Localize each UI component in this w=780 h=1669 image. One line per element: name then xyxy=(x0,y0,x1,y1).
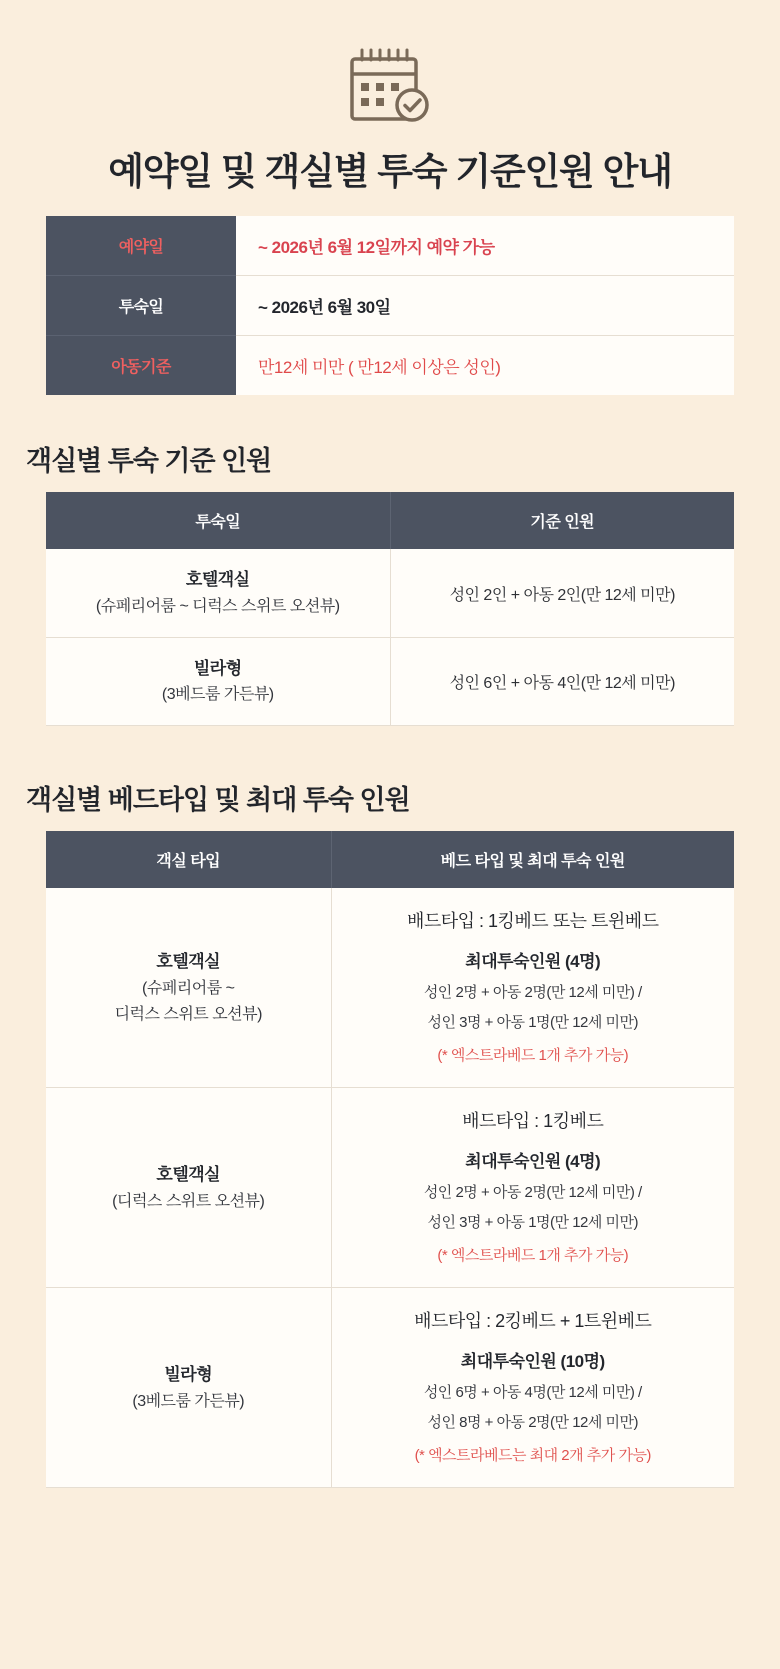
info-value-child-criteria: 만12세 미만 ( 만12세 이상은 성인) xyxy=(236,336,734,396)
occupancy-detail-line1: 성인 2명 + 아동 2명(만 12세 미만) / xyxy=(423,1183,642,1201)
reservation-info-table xyxy=(46,216,734,395)
table-row xyxy=(46,888,734,1088)
extra-bed-note: (* 엑스트라베드는 최대 2개 추가 가능) xyxy=(414,1446,651,1464)
room-type-cell xyxy=(46,888,331,1088)
room-type-cell xyxy=(46,1288,331,1488)
occupancy-cell: 성인 2인 + 아동 2인(만 12세 미만) xyxy=(390,549,734,637)
room-type-name: 호텔객실 xyxy=(156,1165,221,1185)
bed-type-table xyxy=(46,831,734,1488)
max-occupancy-title: 최대투숙인원 (10명) xyxy=(460,1352,605,1372)
bed-type-text: 배드타입 : 1킹베드 xyxy=(462,1111,604,1132)
column-header-stay-date: 투숙일 xyxy=(46,492,390,549)
calendar-check-icon xyxy=(344,48,436,128)
occupancy-detail-line1: 성인 2명 + 아동 2명(만 12세 미만) / xyxy=(423,983,642,1001)
column-header-standard-occupancy: 기준 인원 xyxy=(390,492,734,549)
room-type-name: 빌라형 xyxy=(193,658,242,678)
header-icon-container xyxy=(24,0,756,150)
table-row xyxy=(46,1088,734,1288)
page-title: 예약일 및 객실별 투숙 기준인원 안내 xyxy=(108,151,672,192)
table-row xyxy=(46,1288,734,1488)
standard-occupancy-table xyxy=(46,492,734,726)
occupancy-detail-line1: 성인 6명 + 아동 4명(만 12세 미만) / xyxy=(423,1383,642,1401)
max-occupancy-title: 최대투숙인원 (4명) xyxy=(465,1152,601,1172)
extra-bed-note: (* 엑스트라베드 1개 추가 가능) xyxy=(437,1046,629,1064)
table-header-row xyxy=(46,492,734,549)
room-type-sub-line2: 디럭스 스위트 오션뷰) xyxy=(114,1005,262,1023)
bed-detail-cell xyxy=(331,1288,734,1488)
table-header-row xyxy=(46,831,734,888)
info-value-stay-date: ~ 2026년 6월 30일 xyxy=(236,276,734,336)
section-heading-standard-occupancy: 객실별 투숙 기준 인원 xyxy=(26,446,272,477)
room-type-name: 빌라형 xyxy=(164,1365,213,1385)
room-type-name: 호텔객실 xyxy=(185,570,250,590)
room-type-cell xyxy=(46,549,390,637)
info-label-stay-date: 투숙일 xyxy=(46,276,236,336)
occupancy-detail-line2: 성인 3명 + 아동 1명(만 12세 미만) xyxy=(427,1213,639,1231)
occupancy-detail-line2: 성인 8명 + 아동 2명(만 12세 미만) xyxy=(427,1413,639,1431)
table-row xyxy=(46,216,734,276)
max-occupancy-title: 최대투숙인원 (4명) xyxy=(465,952,601,972)
bed-type-text: 배드타입 : 2킹베드 + 1트윈베드 xyxy=(414,1311,652,1332)
room-type-sub: (슈페리어룸 ~ 디럭스 스위트 오션뷰) xyxy=(95,597,340,615)
room-type-sub-line1: (슈페리어룸 ~ xyxy=(142,979,235,997)
extra-bed-note: (* 엑스트라베드 1개 추가 가능) xyxy=(437,1246,629,1264)
room-type-sub-line1: (디럭스 스위트 오션뷰) xyxy=(112,1192,265,1210)
table-row xyxy=(46,549,734,637)
room-type-name: 호텔객실 xyxy=(156,952,221,972)
table-row xyxy=(46,276,734,336)
occupancy-cell: 성인 6인 + 아동 4인(만 12세 미만) xyxy=(390,637,734,726)
room-type-cell xyxy=(46,637,390,726)
column-header-room-type: 객실 타입 xyxy=(46,831,331,888)
table-row xyxy=(46,336,734,396)
column-header-bed-type: 베드 타입 및 최대 투숙 인원 xyxy=(331,831,734,888)
section-heading-bed-type: 객실별 베드타입 및 최대 투숙 인원 xyxy=(26,785,410,816)
info-value-reservation-date: ~ 2026년 6월 12일까지 예약 가능 xyxy=(236,216,734,276)
info-label-reservation-date: 예약일 xyxy=(46,216,236,276)
bed-detail-cell xyxy=(331,1088,734,1288)
room-type-sub-line1: (3베드룸 가든뷰) xyxy=(132,1392,245,1410)
bed-detail-cell xyxy=(331,888,734,1088)
info-label-child-criteria: 아동기준 xyxy=(46,336,236,396)
room-type-cell xyxy=(46,1088,331,1288)
room-type-sub: (3베드룸 가든뷰) xyxy=(161,686,274,704)
table-row xyxy=(46,637,734,726)
bed-type-text: 배드타입 : 1킹베드 또는 트윈베드 xyxy=(406,911,659,932)
occupancy-detail-line2: 성인 3명 + 아동 1명(만 12세 미만) xyxy=(427,1013,639,1031)
